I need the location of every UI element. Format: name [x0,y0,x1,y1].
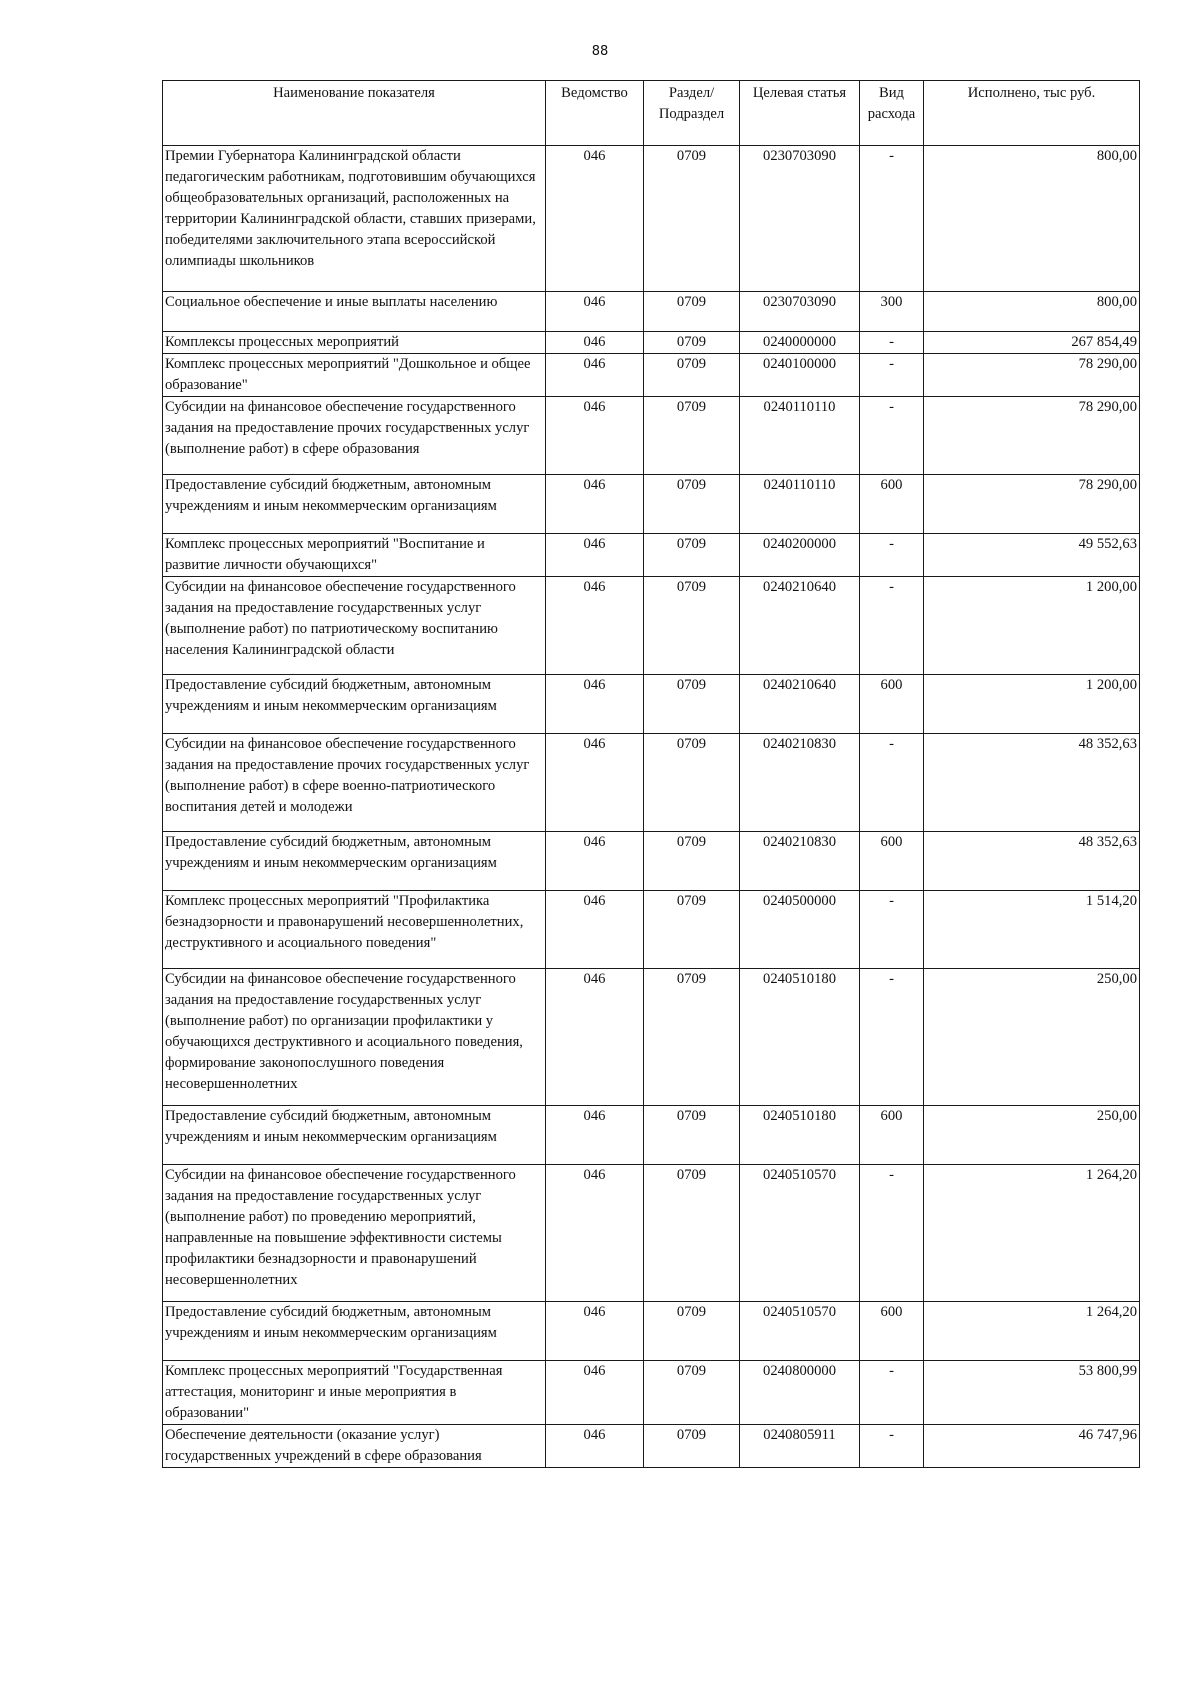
row-target-item: 0240110110 [740,397,860,475]
row-expense-type: 300 [860,292,924,332]
row-expense-type: - [860,969,924,1106]
row-section: 0709 [644,332,740,354]
row-target-item: 0240000000 [740,332,860,354]
row-target-item: 0240210830 [740,832,860,891]
row-department: 046 [546,332,644,354]
table-row [163,1165,1140,1302]
row-executed-amount: 53 800,99 [924,1361,1140,1425]
row-department: 046 [546,832,644,891]
column-header-name: Наименование показателя [163,81,546,146]
row-expense-type: 600 [860,1302,924,1361]
row-executed-amount: 250,00 [924,1106,1140,1165]
row-department: 046 [546,475,644,534]
column-header-executed: Исполнено, тыс руб. [924,81,1140,146]
row-department: 046 [546,292,644,332]
row-expense-type: 600 [860,832,924,891]
row-executed-amount: 267 854,49 [924,332,1140,354]
row-target-item: 0240510570 [740,1302,860,1361]
row-section: 0709 [644,1425,740,1468]
table-row [163,354,1140,397]
row-expense-type: - [860,577,924,675]
row-target-item: 0240510180 [740,1106,860,1165]
row-section: 0709 [644,1106,740,1165]
row-section: 0709 [644,832,740,891]
row-section: 0709 [644,1165,740,1302]
row-department: 046 [546,969,644,1106]
row-name: Субсидии на финансовое обеспечение государственного задания на предоставление государственных услуг (выполнение работ) по проведению мероприятий, направленные на повышение эффективности системы профилактики безнадзорности и правонарушений несовершеннолетних [163,1165,546,1302]
table-row [163,734,1140,832]
row-name: Предоставление субсидий бюджетным, автономным учреждениям и иным некоммерческим организациям [163,675,546,734]
row-executed-amount: 250,00 [924,969,1140,1106]
row-name: Субсидии на финансовое обеспечение государственного задания на предоставление государственных услуг (выполнение работ) по организации профилактики у обучающихся деструктивного и асоциального поведения, формирование законопослушного поведения несовершеннолетних [163,969,546,1106]
column-header-section: Раздел/ Подраздел [644,81,740,146]
row-department: 046 [546,1165,644,1302]
row-executed-amount: 1 200,00 [924,675,1140,734]
row-target-item: 0240200000 [740,534,860,577]
row-target-item: 0240110110 [740,475,860,534]
row-executed-amount: 48 352,63 [924,832,1140,891]
table-row [163,969,1140,1106]
row-expense-type: - [860,354,924,397]
row-target-item: 0240100000 [740,354,860,397]
row-expense-type: - [860,1425,924,1468]
row-executed-amount: 1 514,20 [924,891,1140,969]
row-target-item: 0230703090 [740,146,860,292]
row-department: 046 [546,1425,644,1468]
row-name: Предоставление субсидий бюджетным, автономным учреждениям и иным некоммерческим организациям [163,832,546,891]
row-department: 046 [546,146,644,292]
table-body [163,146,1140,1468]
row-expense-type: 600 [860,475,924,534]
table-row [163,292,1140,332]
row-expense-type: - [860,1165,924,1302]
row-section: 0709 [644,354,740,397]
row-executed-amount: 1 264,20 [924,1302,1140,1361]
row-executed-amount: 78 290,00 [924,397,1140,475]
table-row [163,534,1140,577]
row-department: 046 [546,577,644,675]
row-executed-amount: 46 747,96 [924,1425,1140,1468]
row-section: 0709 [644,969,740,1106]
row-department: 046 [546,397,644,475]
row-target-item: 0240510180 [740,969,860,1106]
table-row [163,475,1140,534]
row-name: Предоставление субсидий бюджетным, автономным учреждениям и иным некоммерческим организациям [163,1302,546,1361]
row-name: Субсидии на финансовое обеспечение государственного задания на предоставление государственных услуг (выполнение работ) по патриотическому воспитанию населения Калининградской области [163,577,546,675]
row-executed-amount: 1 200,00 [924,577,1140,675]
row-expense-type: - [860,397,924,475]
row-expense-type: - [860,332,924,354]
row-executed-amount: 78 290,00 [924,354,1140,397]
row-section: 0709 [644,1361,740,1425]
row-executed-amount: 48 352,63 [924,734,1140,832]
column-header-expense-type: Вид расхода [860,81,924,146]
table-row [163,1361,1140,1425]
row-name: Комплекс процессных мероприятий "Дошкольное и общее образование" [163,354,546,397]
row-expense-type: 600 [860,1106,924,1165]
row-executed-amount: 800,00 [924,146,1140,292]
row-section: 0709 [644,891,740,969]
row-expense-type: 600 [860,675,924,734]
row-expense-type: - [860,1361,924,1425]
row-department: 046 [546,675,644,734]
table-row [163,577,1140,675]
column-header-target-item: Целевая статья [740,81,860,146]
row-section: 0709 [644,577,740,675]
row-section: 0709 [644,1302,740,1361]
row-name: Комплекс процессных мероприятий "Воспитание и развитие личности обучающихся" [163,534,546,577]
row-target-item: 0240210640 [740,577,860,675]
row-name: Социальное обеспечение и иные выплаты населению [163,292,546,332]
table-row [163,332,1140,354]
row-department: 046 [546,1106,644,1165]
row-target-item: 0230703090 [740,292,860,332]
row-name: Комплексы процессных мероприятий [163,332,546,354]
row-section: 0709 [644,292,740,332]
row-target-item: 0240805911 [740,1425,860,1468]
row-name: Предоставление субсидий бюджетным, автономным учреждениям и иным некоммерческим организациям [163,1106,546,1165]
row-executed-amount: 78 290,00 [924,475,1140,534]
row-name: Комплекс процессных мероприятий "Профилактика безнадзорности и правонарушений несовершеннолетних, деструктивного и асоциального поведения" [163,891,546,969]
row-name: Обеспечение деятельности (оказание услуг) государственных учреждений в сфере образования [163,1425,546,1468]
page-number: 88 [591,44,609,59]
row-executed-amount: 1 264,20 [924,1165,1140,1302]
column-header-department: Ведомство [546,81,644,146]
table-row [163,891,1140,969]
row-target-item: 0240510570 [740,1165,860,1302]
table-row [163,397,1140,475]
row-section: 0709 [644,146,740,292]
row-expense-type: - [860,891,924,969]
expenditure-table [162,80,1140,1468]
row-department: 046 [546,891,644,969]
row-department: 046 [546,734,644,832]
row-name: Премии Губернатора Калининградской области педагогическим работникам, подготовившим обучающихся общеобразовательных организаций, расположенных на территории Калининградской области, ставших призерами, победителями заключительного этапа всероссийской олимпиады школьников [163,146,546,292]
table-row [163,1425,1140,1468]
row-name: Предоставление субсидий бюджетным, автономным учреждениям и иным некоммерческим организациям [163,475,546,534]
row-target-item: 0240800000 [740,1361,860,1425]
row-department: 046 [546,534,644,577]
row-section: 0709 [644,534,740,577]
row-executed-amount: 49 552,63 [924,534,1140,577]
row-target-item: 0240210640 [740,675,860,734]
row-expense-type: - [860,534,924,577]
row-department: 046 [546,1302,644,1361]
row-expense-type: - [860,734,924,832]
row-expense-type: - [860,146,924,292]
table-header-row [163,81,1140,146]
row-executed-amount: 800,00 [924,292,1140,332]
table-row [163,146,1140,292]
row-name: Субсидии на финансовое обеспечение государственного задания на предоставление прочих государственных услуг (выполнение работ) в сфере образования [163,397,546,475]
table-row [163,675,1140,734]
row-target-item: 0240210830 [740,734,860,832]
row-section: 0709 [644,475,740,534]
table-row [163,832,1140,891]
row-section: 0709 [644,675,740,734]
row-section: 0709 [644,734,740,832]
row-department: 046 [546,354,644,397]
table-row [163,1302,1140,1361]
row-name: Комплекс процессных мероприятий "Государственная аттестация, мониторинг и иные мероприятия в образовании" [163,1361,546,1425]
row-section: 0709 [644,397,740,475]
row-name: Субсидии на финансовое обеспечение государственного задания на предоставление прочих государственных услуг (выполнение работ) в сфере военно-патриотического воспитания детей и молодежи [163,734,546,832]
table-row [163,1106,1140,1165]
row-target-item: 0240500000 [740,891,860,969]
row-department: 046 [546,1361,644,1425]
